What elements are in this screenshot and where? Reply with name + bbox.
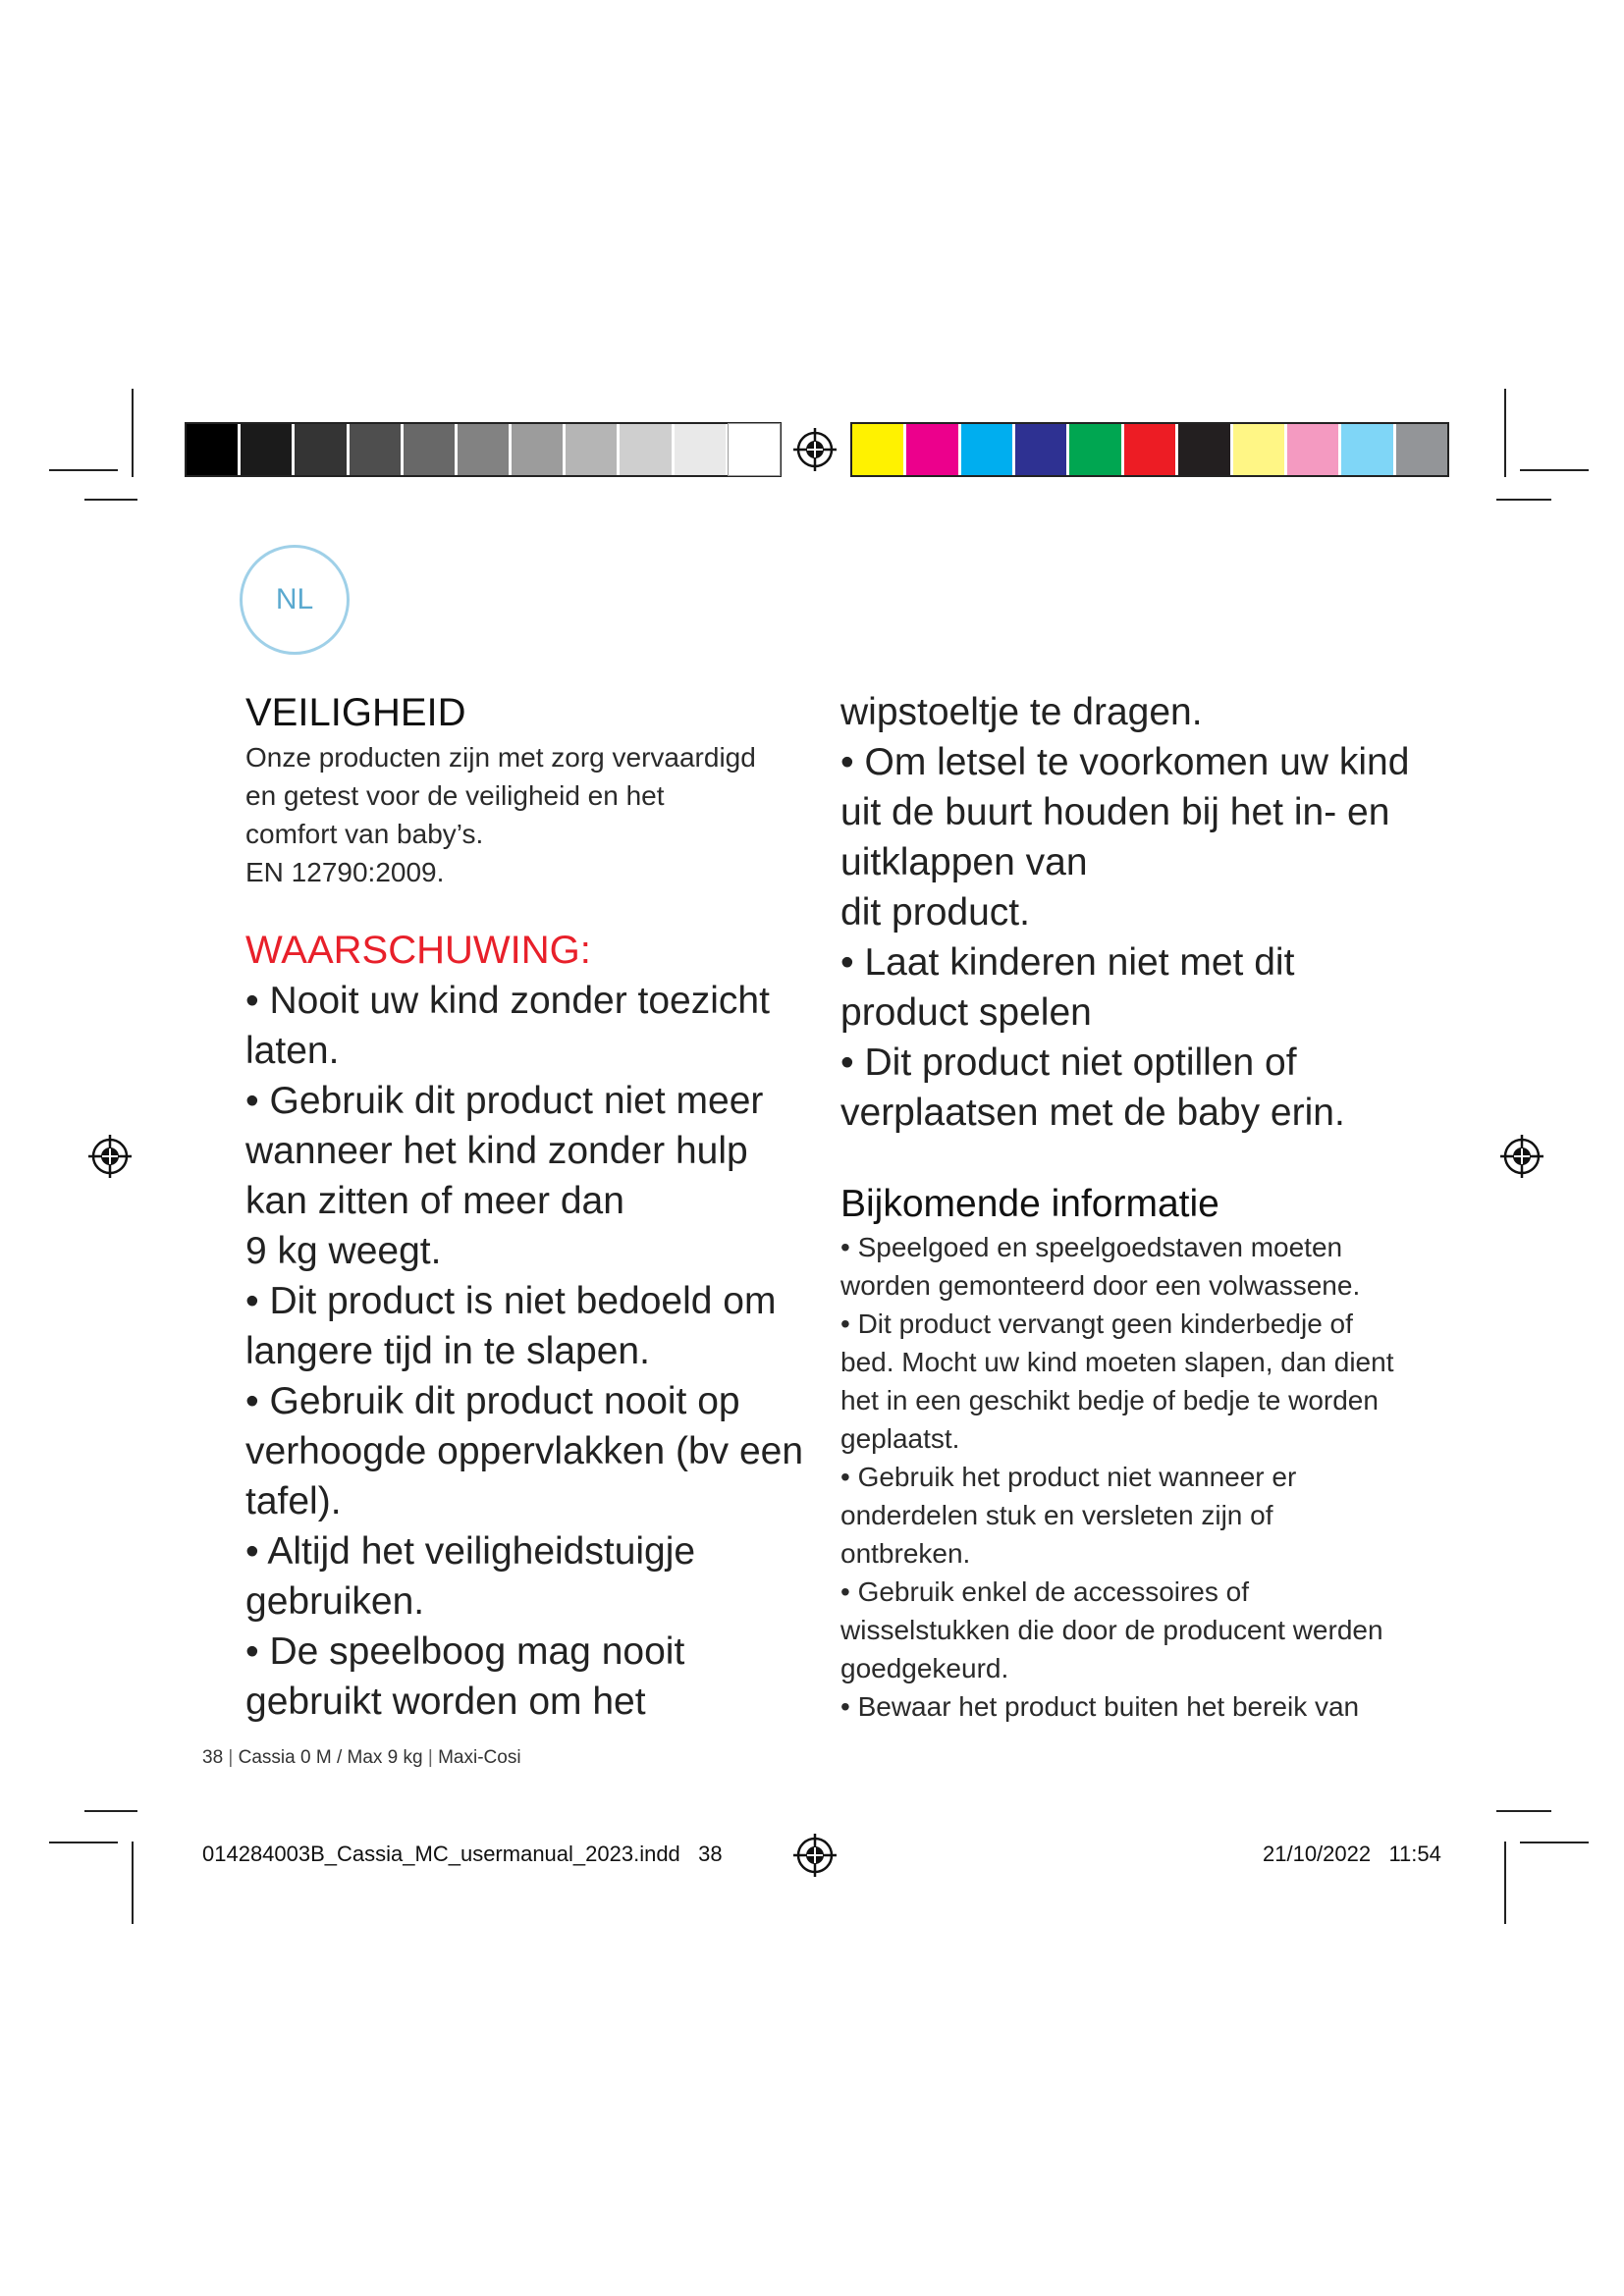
registration-mark-top-icon [791,426,839,473]
language-badge [240,545,350,655]
additional-info-heading: Bijkomende informatie [840,1183,1219,1225]
color-swatch [1015,424,1066,475]
color-swatch [295,424,346,475]
slug-time: 11:54 [1388,1842,1441,1866]
intro-line: en getest voor de veiligheid en het [245,780,665,811]
color-swatch [961,424,1012,475]
color-swatch [1341,424,1392,475]
color-swatch [404,424,455,475]
footer-brand: Maxi-Cosi [438,1747,521,1768]
slug-date: 21/10/2022 [1263,1842,1372,1866]
left-column [245,687,805,1727]
warning-list: • Nooit uw kind zonder toezicht laten. • Gebruik dit product niet meer wanneer het kind zonder hulp kan zitten of meer dan 9 kg weegt. • Dit product is niet bedoeld om langere tijd in te slapen. • Gebruik dit product nooit op verhoogde oppervlakken (bv een tafel). • Altijd het veiligheidstuigje gebruiken. • De speelboog mag nooit gebruikt worden om het [245,980,804,1723]
color-swatch [512,424,563,475]
color-swatch [729,424,780,475]
right-column [840,687,1410,1726]
grayscale-color-bar [185,422,782,477]
slug-page: 38 [698,1842,723,1866]
color-swatch [458,424,509,475]
registration-mark-bottom-icon [791,1832,839,1879]
color-swatch [1287,424,1338,475]
color-swatch [852,424,903,475]
warning-list-continued: wipstoeltje te dragen. • Om letsel te voorkomen uw kind uit de buurt houden bij het in- en uitklappen van dit product. • Laat kinderen niet met dit product spelen • Dit product niet optillen of verplaatsen met de baby erin. [840,691,1410,1134]
slug-filename: 014284003B_Cassia_MC_usermanual_2023.indd [202,1842,680,1866]
page-footer: 38 | Cassia 0 M / Max 9 kg | Maxi-Cosi [202,1747,521,1768]
language-badge-label: NL [275,583,314,615]
registration-mark-left-icon [86,1133,134,1180]
intro-line: Onze producten zijn met zorg vervaardigd [245,742,756,773]
color-swatch [1124,424,1175,475]
safety-intro [245,738,805,891]
color-swatch [1069,424,1120,475]
intro-line: comfort van baby’s. [245,819,484,849]
warning-heading: WAARSCHUWING: [245,929,591,972]
color-swatch [620,424,671,475]
color-swatch [566,424,617,475]
color-swatch [187,424,238,475]
process-color-bar [850,422,1449,477]
safety-heading: VEILIGHEID [245,691,466,734]
color-swatch [906,424,957,475]
footer-product: Cassia 0 M / Max 9 kg [238,1747,423,1768]
color-swatch [350,424,401,475]
color-swatch [241,424,292,475]
color-swatch [1396,424,1447,475]
additional-info-list: • Speelgoed en speelgoedstaven moeten worden gemonteerd door een volwassene. • Dit product vervangt geen kinderbedje of bed. Mocht uw kind moeten slapen, dan dient het in een geschikt bedje of bedje te worden geplaatst. • Gebruik het product niet wanneer er onderdelen stuk en versleten zijn of ontbreken. • Gebruik enkel de accessoires of wisselstukken die door de producent werden goedgekeurd. • Bewaar het product buiten het bereik van [840,1232,1394,1722]
color-swatch [1233,424,1284,475]
standard-reference: EN 12790:2009. [245,857,445,887]
slug-file-info [202,1842,723,1867]
page-number: 38 [202,1747,224,1768]
color-swatch [675,424,726,475]
color-swatch [1178,424,1229,475]
registration-mark-right-icon [1498,1133,1545,1180]
slug-timestamp [1263,1842,1441,1867]
